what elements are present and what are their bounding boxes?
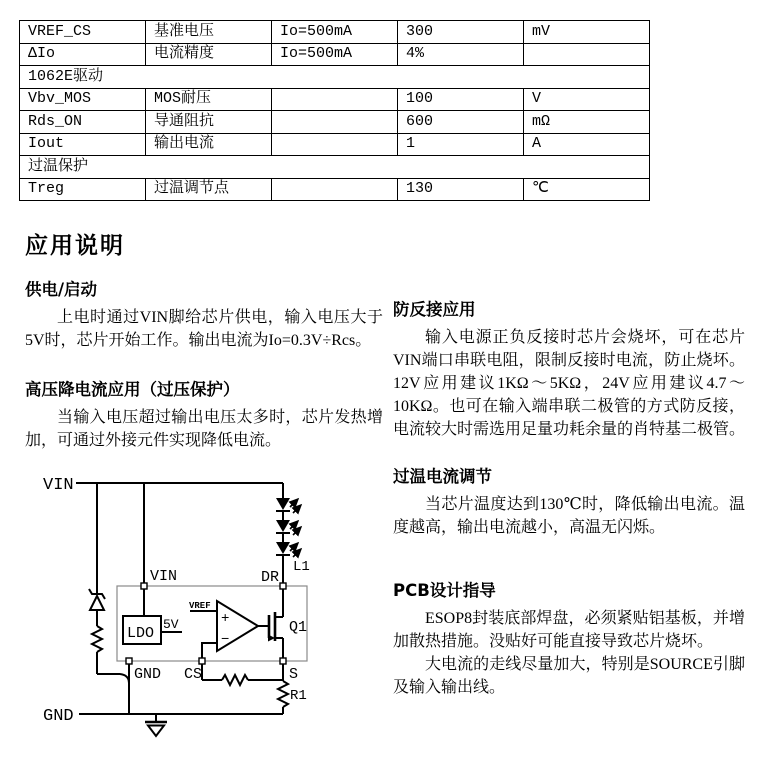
section-title-supply: 供电/启动 <box>25 280 98 299</box>
table-row <box>20 178 650 201</box>
table-cell <box>272 178 398 201</box>
table-section-label: 过温保护 <box>20 156 650 179</box>
table-row <box>20 43 650 66</box>
ldo-label: LDO <box>127 625 155 642</box>
table-cell: ΔIo <box>20 43 146 66</box>
section-body-reverse: 输入电源正负反接时芯片会烧坏，可在芯片VIN端口串联电阻，限制反接时电流，防止烧坏。12V应用建议1KΩ～5KΩ，24V应用建议4.7～10KΩ。也可在输入端串联二极管的方式防反接，电流较大时需选用足量功耗余量的肖特基二极管。 <box>393 329 746 438</box>
pin-terminal-cs <box>199 658 205 664</box>
table-row-span <box>20 156 650 179</box>
table-row <box>20 111 650 134</box>
table-cell: 输出电流 <box>146 133 272 156</box>
cs-network <box>202 664 283 685</box>
led-icon <box>276 542 290 554</box>
mosfet-q1 <box>268 589 307 658</box>
zener-branch <box>89 483 129 683</box>
application-circuit-diagram <box>19 468 389 758</box>
table-cell: A <box>524 133 650 156</box>
table-cell: 1 <box>398 133 524 156</box>
table-cell: Io=500mA <box>272 21 398 44</box>
led-emission-arrows <box>290 499 301 557</box>
table-row <box>20 21 650 44</box>
table-cell: 过温调节点 <box>146 178 272 201</box>
led-string-label: L1 <box>293 559 310 575</box>
pin-dr-label: DR <box>261 569 280 586</box>
resistor-icon <box>278 681 288 707</box>
mosfet-label: Q1 <box>289 619 308 636</box>
r1-label: R1 <box>290 688 307 704</box>
table-section-label: 1062E驱动 <box>20 66 650 89</box>
left-column <box>19 260 383 758</box>
table-cell: VREF_CS <box>20 21 146 44</box>
section-body-hv: 当输入电压超过输出电压太多时，芯片发热增加，可通过外接元件实现降低电流。 <box>25 409 383 449</box>
pin-terminal-vin <box>141 583 147 589</box>
led-icon <box>276 498 290 510</box>
resistor-icon <box>222 675 248 685</box>
led-string <box>276 483 310 584</box>
vin-rail-label: VIN <box>43 476 74 495</box>
table-row-span <box>20 66 650 89</box>
pin-gnd-label: GND <box>134 666 162 683</box>
pin-s-label: S <box>289 666 299 683</box>
vref-label: VREF <box>189 601 211 611</box>
table-cell: 130 <box>398 178 524 201</box>
table-cell: ℃ <box>524 178 650 201</box>
table-cell: Iout <box>20 133 146 156</box>
table-cell: Rds_ON <box>20 111 146 134</box>
table-row <box>20 88 650 111</box>
opamp-plus: + <box>221 611 230 627</box>
opamp-minus: − <box>221 632 230 648</box>
table-cell: 导通阻抗 <box>146 111 272 134</box>
section-title-otp: 过温电流调节 <box>393 467 492 486</box>
ground-symbol-icon <box>145 714 167 736</box>
pin-vin-label: VIN <box>150 568 178 585</box>
table-cell <box>272 133 398 156</box>
table-cell: Io=500mA <box>272 43 398 66</box>
section-body-supply: 上电时通过VIN脚给芯片供电，输入电压大于5V时，芯片开始工作。输出电流为Io=0.3V÷Rcs。 <box>25 309 383 349</box>
spec-table <box>19 20 650 201</box>
pin-terminal-dr <box>280 583 286 589</box>
table-cell: Vbv_MOS <box>20 88 146 111</box>
section-title-pcb: PCB设计指导 <box>393 581 496 600</box>
table-cell: 100 <box>398 88 524 111</box>
table-cell: V <box>524 88 650 111</box>
section-body-pcb-1: ESOP8封装底部焊盘，必须紧贴铝基板，并增加散热措施。没贴好可能直接导致芯片烧坏。 <box>393 610 745 650</box>
table-cell: mΩ <box>524 111 650 134</box>
table-cell: MOS耐压 <box>146 88 272 111</box>
table-cell: 300 <box>398 21 524 44</box>
section-title-reverse: 防反接应用 <box>393 300 476 319</box>
right-column <box>387 260 745 758</box>
table-cell: 4% <box>398 43 524 66</box>
led-icon <box>276 520 290 532</box>
zener-diode-icon <box>90 596 104 610</box>
section-body-pcb-2: 大电流的走线尽量加大，特别是SOURCE引脚及输入输出线。 <box>393 656 745 696</box>
ldo-output-label: 5V <box>163 617 179 632</box>
ldo-block <box>123 589 182 644</box>
table-row <box>20 133 650 156</box>
resistor-icon <box>92 626 102 652</box>
table-cell <box>524 43 650 66</box>
table-cell: 基准电压 <box>146 21 272 44</box>
pin-cs-label: CS <box>184 666 203 683</box>
page-title: 应用说明 <box>25 233 125 259</box>
table-cell: 600 <box>398 111 524 134</box>
table-cell <box>272 111 398 134</box>
table-cell: 电流精度 <box>146 43 272 66</box>
table-cell <box>272 88 398 111</box>
two-column-layout <box>19 260 745 758</box>
pin-terminal-gnd <box>126 658 132 664</box>
table-cell: mV <box>524 21 650 44</box>
gnd-rail-label: GND <box>43 707 74 726</box>
opamp <box>189 601 269 658</box>
section-body-otp: 当芯片温度达到130℃时，降低输出电流。温度越高，输出电流越小，高温无闪烁。 <box>393 496 745 536</box>
section-title-hv: 高压降电流应用（过压保护） <box>25 380 240 399</box>
pin-terminal-s <box>280 658 286 664</box>
table-cell: Treg <box>20 178 146 201</box>
